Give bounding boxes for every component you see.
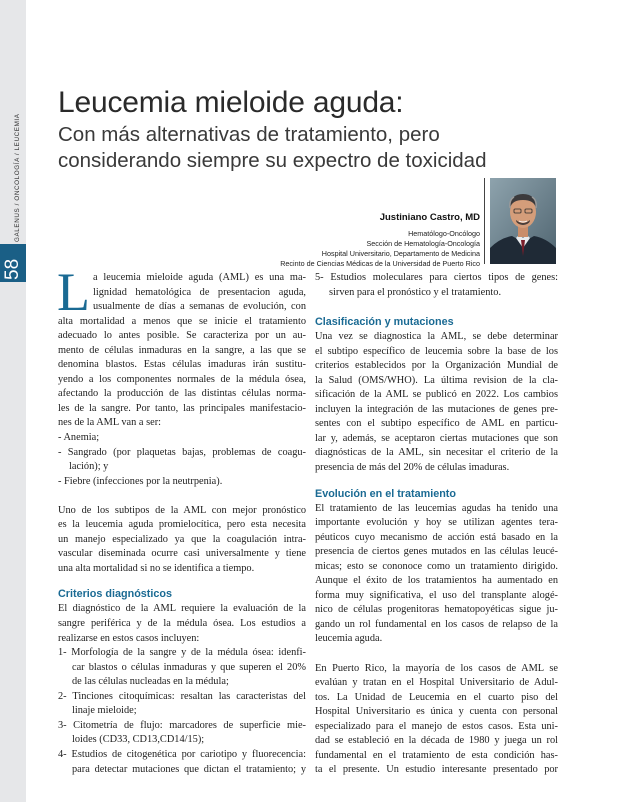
subtitle-line: considerando siempre su expectro de toxicidad	[58, 149, 487, 172]
text-line: Hospital Universitario es única y cuenta con personal	[315, 706, 558, 718]
text-line: diagnósticas de la AML, sin necesitar el criterio de la	[315, 447, 558, 459]
text-line: Aunque el éxito de los tratamientos ha aumentado en	[315, 575, 558, 587]
section-heading: Criterios diagnósticos	[58, 588, 172, 601]
text-line: ta el presente. Un estudio interesante presentado por	[315, 764, 558, 776]
page-number: 58	[2, 258, 23, 280]
text-line: fundamental en el tratamiento de esta condición has-	[315, 749, 558, 761]
section-label: GALENUS / ONCOLOGÍA / LEUCEMIA	[14, 113, 21, 242]
section-heading: Clasificación y mutaciones	[315, 316, 454, 329]
author-block	[280, 212, 480, 269]
text-line: vascular diseminada ocurre casi universalmente y tiene	[58, 548, 306, 560]
section-heading: Evolución en el tratamiento	[315, 487, 456, 500]
text-line: sangre periférica y de la médula ósea. Los estudios a	[58, 618, 306, 630]
text-line: micas; esto se cononoce como un tratamiento dirigido.	[315, 560, 558, 572]
text-line: a leucemia mieloide aguda (AML) es una ma-	[93, 272, 306, 283]
list-item: sirven para el pronóstico y el tratamiento.	[329, 286, 502, 298]
text-line: Una vez se diagnostica la AML, se debe determinar	[315, 331, 558, 343]
text-line: leucemia aguda.	[315, 633, 383, 645]
author-role: Sección de Hematología-Oncología	[366, 239, 480, 248]
article-subtitle	[58, 122, 538, 174]
text-line: El diagnóstico de la AML requiere la evaluación de la	[58, 603, 306, 615]
text-line: gando un rol fundamental en los casos de relapso de la	[315, 618, 558, 630]
text-line: yendo a los componentes normales de la médula ósea,	[58, 373, 306, 385]
text-line: nes de la AML van a ser:	[58, 417, 162, 429]
text-line: nico de células progenitoras hematopoyéticas sigue ju-	[315, 604, 558, 616]
text-line: evalúan y tratan en el Hospital Universitario de Adul-	[315, 677, 558, 689]
text-line: péuticos cuyo mecanismo de acción está basado en la	[315, 531, 558, 543]
text-line: el subtipo específico de leucemia sobre la base de los	[315, 345, 558, 357]
text-line: En Puerto Rico, la mayoría de los casos de AML se	[315, 662, 558, 674]
author-photo	[490, 178, 556, 264]
list-item: - Anemia;	[58, 432, 100, 444]
text-line: afectando la producción de las distintas células norma-	[58, 388, 306, 400]
list-item: 3- Citometría de flujo: marcadores de superficie mie-	[58, 719, 306, 731]
list-item: car blastos o células inmaduras y que superen el 20%	[72, 661, 306, 673]
side-strip	[0, 0, 26, 802]
text-line: tos. La Unidad de Leucemia en el cuarto piso del	[315, 691, 558, 703]
text-line: alta mortalidad a menos que se inicie el tratamiento	[58, 315, 306, 327]
text-line: lar y, además, se aceptaron ciertas mutaciones que son	[315, 432, 558, 444]
list-item: 2- Tinciones citoquímicas: resaltan las caracteristas del	[58, 690, 306, 702]
author-divider	[484, 178, 485, 264]
article-title: Leucemia mieloide aguda:	[58, 86, 404, 119]
author-role: Hospital Universitario, Departamento de Medicina	[321, 249, 480, 258]
text-line: la Salud (OMS/WHO). La última revision de la cla-	[315, 374, 558, 386]
text-line: dad se estableció en la década de 1980 y juega un rol	[315, 735, 558, 747]
text-line: les de la sangre. Por tanto, las principales manifestacio-	[58, 402, 306, 414]
list-item: - Sangrado (por plaquetas bajas, problemas de coagu-	[58, 446, 306, 458]
text-line: presencia de ciertos genes mutados en las células leucé-	[315, 546, 558, 558]
text-line: presencia de más del 20% de células imaduras.	[315, 462, 510, 474]
text-line: Uno de los subtipos de la AML con mejor pronóstico	[58, 504, 306, 516]
left-column	[57, 262, 306, 777]
author-role: Hematólogo-Oncólogo	[408, 229, 480, 238]
text-line: especializado para el manejo de estos casos. Esta uni-	[315, 720, 558, 732]
list-item: 5- Estudios moleculares para ciertos tipos de genes:	[315, 272, 558, 283]
list-item: 4- Estudios de citogenética por cariotipo y fluorecencia:	[58, 748, 306, 760]
list-item: para detectar mutaciones que dictan el tratamiento; y	[72, 763, 306, 775]
list-item: linaje mieloide;	[72, 705, 137, 717]
intro-paragraph	[57, 262, 306, 431]
list-item: - Fiebre (infecciones por la neutrpenia).	[58, 475, 223, 487]
author-role: Recinto de Ciencias Médicas de la Universidad de Puerto Rico	[280, 259, 480, 268]
text-line: mento de células inmaduras en la sangre, a las que se	[58, 344, 306, 356]
text-line: sentes con el subtipo específico de AML en particu-	[315, 418, 558, 430]
list-item: 1- Morfología de la sangre y de la médula ósea: idenfi-	[58, 647, 306, 659]
text-line: criterios establecidos por la Organización Mundial de	[315, 360, 558, 372]
list-item: de las células nucleadas en la médula;	[72, 676, 229, 688]
author-name: Justiniano Castro, MD	[379, 212, 480, 223]
list-item: loides (CD33, CD13,CD14/15);	[72, 734, 205, 746]
text-line: sificación de la AML se publicó en 2022. Los cambios	[315, 389, 558, 401]
text-line: realizarse en estos casos incluyen:	[58, 632, 200, 644]
text-line: es la leucemia aguda promielocítica, pero esta necesita	[58, 519, 306, 531]
subtitle-line: Con más alternativas de tratamiento, pero	[58, 123, 440, 146]
text-line: forma muy significativa, el uso del transplante alogé-	[315, 589, 558, 601]
right-column	[315, 271, 558, 778]
text-line: importante evolución y hoy se utilizan agentes tera-	[315, 517, 558, 529]
text-line: lignidad hematológica de presentacion aguda,	[93, 286, 306, 298]
text-line: denomina blastos. Estas células imaduras irán sustitu-	[58, 359, 306, 371]
text-line: usualmente de días a semanas de evolución, con	[93, 301, 306, 313]
text-line: El tratamiento de las leucemias agudas ha tenido una	[315, 502, 558, 514]
text-line: un manejo especializado ya que la coagulación intra-	[58, 533, 306, 545]
drop-cap: L	[57, 262, 90, 322]
list-item: lación); y	[69, 461, 109, 473]
text-line: una alta mortalidad si no se identifica a tiempo.	[58, 562, 255, 574]
text-line: incluyen la integración de las mutaciones de genes pre-	[315, 403, 558, 415]
text-line: adecuado lo antes posible. Se caracteriza por un au-	[58, 330, 306, 342]
